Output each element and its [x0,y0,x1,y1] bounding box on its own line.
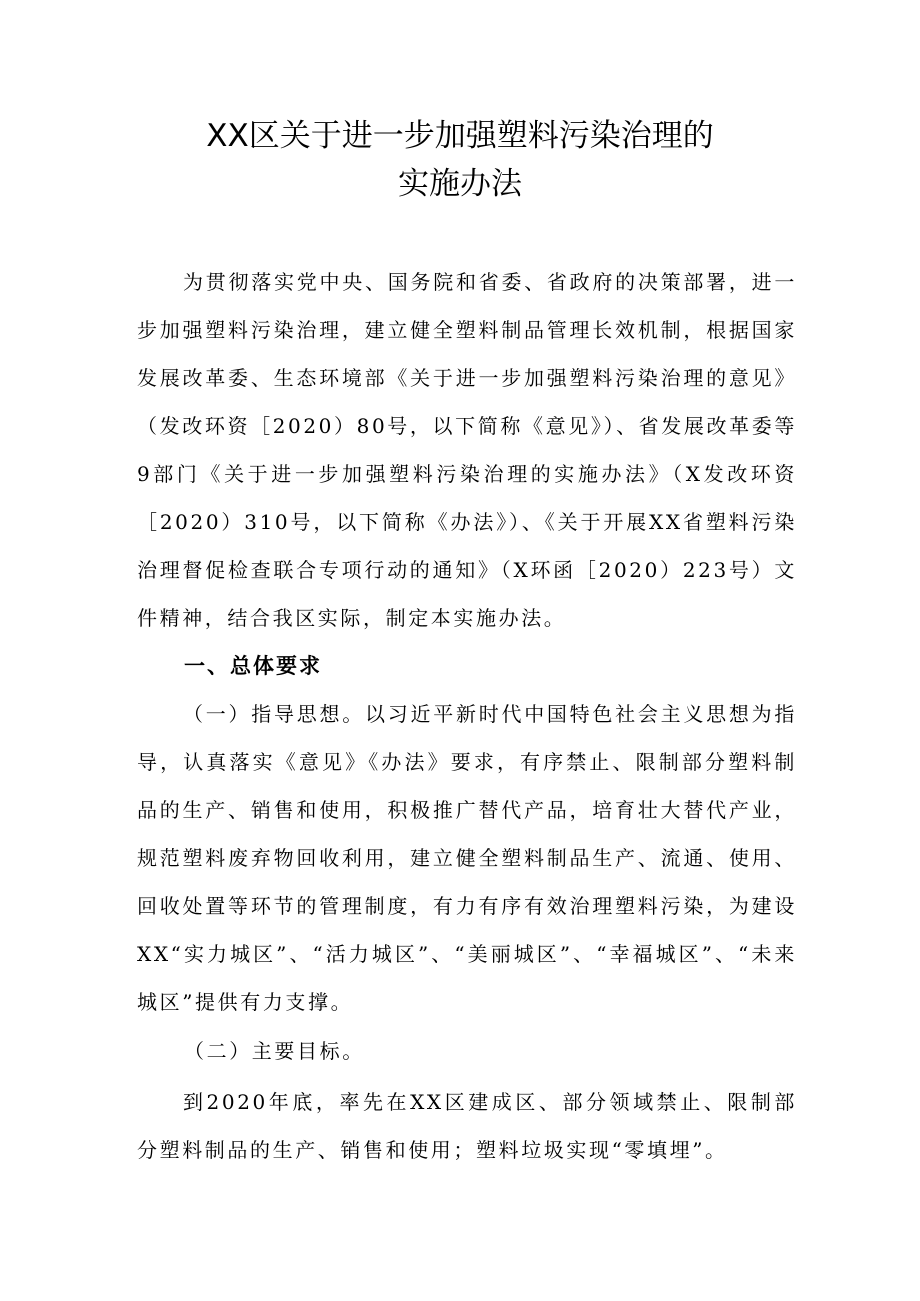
document-title-line-2: 实施办法 [398,166,522,202]
paragraph-intro: 为贯彻落实党中央、国务院和省委、省政府的决策部署，进一步加强塑料污染治理，建立健全塑料制品管理长效机制，根据国家发展改革委、生态环境部《关于进一步加强塑料污染治理的意见》（发改环资［2020）80号，以下简称《意见》）、省发展改革委等9部门《关于进一步加强塑料污染治理的实施办法》（X发改环资［2020）310号，以下简称《办法》）、《关于开展XX省塑料污染治理督促检查联合专项行动的通知》（X环函［2020）223号）文件精神，结合我区实际，制定本实施办法。 [137,270,797,630]
section-heading-general-requirements: 一、总体要求 [184,654,322,678]
paragraph-guiding-ideology: （一）指导思想。以习近平新时代中国特色社会主义思想为指导，认真落实《意见》《办法》要求，有序禁止、限制部分塑料制品的生产、销售和使用，积极推广替代产品，培育壮大替代产业，规范塑料废弃物回收利用，建立健全塑料制品生产、流通、使用、回收处置等环节的管理制度，有力有序有效治理塑料污染，为建设XX“实力城区”、“活力城区”、“美丽城区”、“幸福城区”、“未来城区”提供有力支撑。 [137,702,797,1014]
paragraph-main-goals: 到2020年底，率先在XX区建成区、部分领域禁止、限制部分塑料制品的生产、销售和使用；塑料垃圾实现“零填埋”。 [137,1090,797,1162]
subsection-heading-main-goals: （二）主要目标。 [184,1039,365,1063]
document-title-line-1: XX区关于进一步加强塑料污染治理的 [206,118,714,154]
